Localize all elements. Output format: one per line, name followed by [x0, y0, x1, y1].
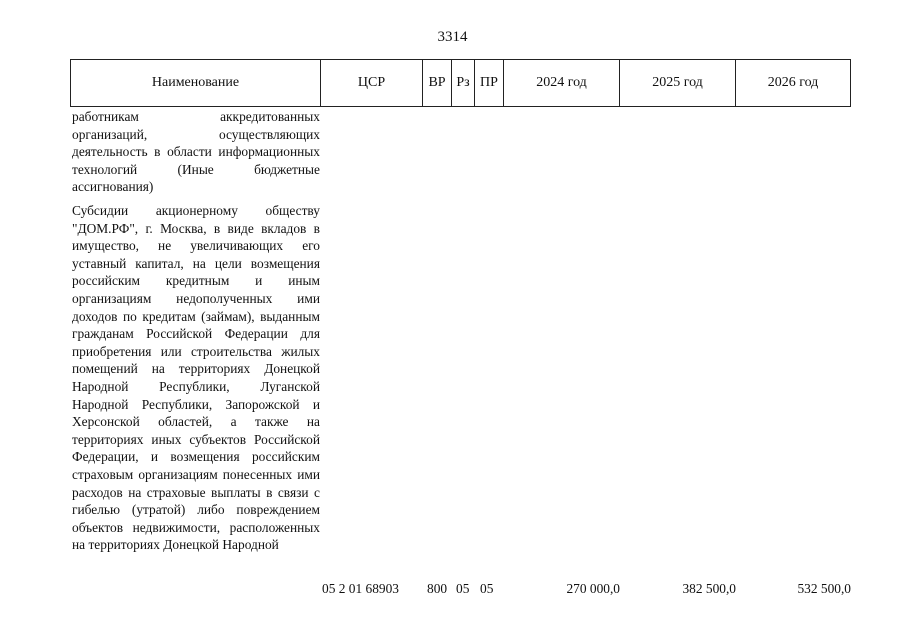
cell-pr: 05	[480, 581, 494, 596]
cell-vr: 800	[427, 581, 448, 596]
header-rz: Рз	[452, 60, 475, 106]
table-row-name: Субсидии акционерному обществу "ДОМ.РФ", г. Москва, в виде вкладов в имущество, не увеличивающих его уставный капитал, на цели возмещения российским кредитным и иным организациям недополученных ими доходов по кредитам (займам), выданным гражданам Российской Федерации для приобретения или строительства жилых помещений на территориях Донецкой Народной Республики, Луганской Народной Республики, Запорожской и Херсонской областей, а также на территориях иных субъектов Российской Федерации, и возмещения российским страховым организациям понесенных ими расходов на страховые выплаты в связи с гибелью (утратой) либо повреждением объектов недвижимости, расположенных на территориях Донецкой Народной	[72, 203, 320, 553]
header-pr: ПР	[475, 60, 504, 106]
header-2024: 2024 год	[504, 60, 620, 106]
cell-rz: 05	[456, 581, 470, 596]
table-row-name: работникам аккредитованных организаций, осуществляющих деятельность в области информационных технологий (Иные бюджетные ассигнования)	[72, 109, 320, 195]
cell-csr: 05 2 01 68903	[322, 581, 399, 596]
table-header	[70, 59, 851, 107]
cell-2025: 382 500,0	[682, 581, 736, 596]
page-number: 3314	[437, 29, 468, 45]
header-vr: ВР	[423, 60, 452, 106]
header-name: Наименование	[71, 60, 321, 106]
header-csr: ЦСР	[321, 60, 423, 106]
cell-2026: 532 500,0	[797, 581, 851, 596]
header-2026: 2026 год	[767, 75, 819, 90]
header-2025: 2025 год	[620, 60, 736, 106]
cell-2024: 270 000,0	[566, 581, 620, 596]
